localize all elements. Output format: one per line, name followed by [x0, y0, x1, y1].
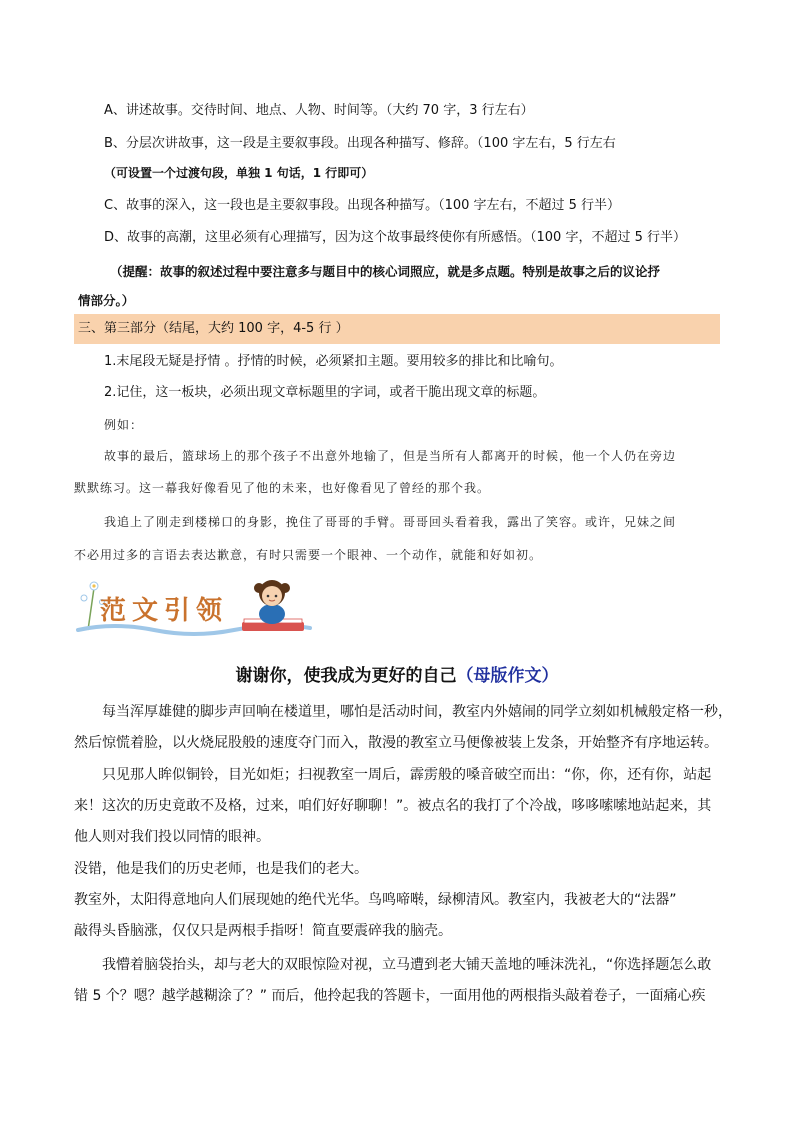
essay-title-tag: （母版作文）: [456, 666, 559, 686]
reminder-line-2: 情部分。）: [78, 293, 135, 308]
essay-line: 然后惊慌着脸，以火烧屁股般的速度夺门而入，散漫的教室立马便像被装上发条，开始整齐有序地运转。: [74, 735, 718, 751]
essay-line: 我懵着脑袋抬头，却与老大的双眼惊险对视，立马遭到老大铺天盖地的唾沫洗礼，“你选择题怎么敢: [102, 957, 712, 973]
essay-paragraph-2: [74, 760, 720, 853]
essay-paragraph-5: [74, 950, 720, 1012]
outline-item-b: B、分层次讲故事，这一段是主要叙事段。出现各种描写、修辞。（100 字左右，5 行左右: [104, 136, 616, 151]
essay-line: 只见那人眸似铜铃，目光如炬；扫视教室一周后，霹雳般的嗓音破空而出：“你，你，还有你，站起: [102, 767, 712, 783]
example-p1-line-1: 故事的最后，篮球场上的那个孩子不出意外地输了，但是当所有人都离开的时候，他一个人仍在旁边: [104, 449, 677, 463]
essay-title-text: 谢谢你，使我成为更好的自己: [235, 666, 457, 686]
example-p1-line-2: 默默练习。这一幕我好像看见了他的未来，也好像看见了曾经的那个我。: [74, 481, 491, 495]
example-p2-line-2: 不必用过多的言语去表达歉意，有时只需要一个眼神、一个动作，就能和好如初。: [74, 548, 543, 562]
essay-line: 没错，他是我们的历史老师，也是我们的老大。: [74, 861, 368, 877]
girl-reading-icon: [242, 580, 304, 631]
essay-line: 他人则对我们投以同情的眼神。: [74, 829, 270, 845]
section-3-point-1: 1.末尾段无疑是抒情 。抒情的时候，必须紧扣主题。要用较多的排比和比喻句。: [104, 354, 563, 369]
essay-paragraph-3: [74, 854, 720, 885]
example-label: 例如：: [104, 418, 144, 432]
essay-title: [0, 664, 794, 688]
essay-line: 错 5 个？嗯？越学越糊涂了？” 而后，他拎起我的答题卡，一面用他的两根指头敲着卷子，一面痛心疾: [74, 988, 706, 1004]
section-3-heading-band: [74, 314, 720, 344]
section-3-point-2: 2.记住，这一板块，必须出现文章标题里的字词，或者干脆出现文章的标题。: [104, 385, 546, 400]
section-3-heading: 三、第三部分（结尾，大约 100 字，4-5 行 ）: [78, 321, 349, 336]
banner-text: 范文引领: [100, 596, 229, 626]
example-p2-line-1: 我追上了刚走到楼梯口的身影，挽住了哥哥的手臂。哥哥回头看着我，露出了笑容。或许，兄妹之间: [104, 515, 677, 529]
essay-line: 来！这次的历史竟敢不及格，过来，咱们好好聊聊！”。被点名的我打了个冷战，哆哆嗦嗦地站起来，其: [74, 798, 712, 814]
reminder-line-1: （提醒：故事的叙述过程中要注意多与题目中的核心词照应，就是多点题。特别是故事之后的议论抒: [110, 264, 661, 279]
model-essay-banner: [74, 572, 314, 638]
outline-item-d: D、故事的高潮，这里必须有心理描写，因为这个故事最终使你有所感悟。（100 字，不超过 5 行半）: [104, 230, 686, 245]
banner-graphic: [74, 572, 314, 638]
essay-line: 每当浑厚雄健的脚步声回响在楼道里，哪怕是活动时间，教室内外嬉闹的同学立刻如机械般定格一秒，: [102, 704, 732, 720]
essay-line: 敲得头昏脑涨，仅仅只是两根手指呀！简直要震碎我的脑壳。: [74, 923, 452, 939]
outline-item-a: A、讲述故事。交待时间、地点、人物、时间等。（大约 70 字，3 行左右）: [104, 103, 534, 118]
outline-item-b-note: （可设置一个过渡句段，单独 1 句话，1 行即可）: [104, 166, 374, 180]
outline-item-c: C、故事的深入，这一段也是主要叙事段。出现各种描写。（100 字左右，不超过 5 行半）: [104, 198, 621, 213]
essay-paragraph-4: [74, 885, 720, 947]
essay-line: 教室外，太阳得意地向人们展现她的绝代光华。鸟鸣啼啭，绿柳清风。教室内，我被老大的“法器”: [74, 892, 677, 908]
essay-paragraph-1: [74, 697, 732, 759]
